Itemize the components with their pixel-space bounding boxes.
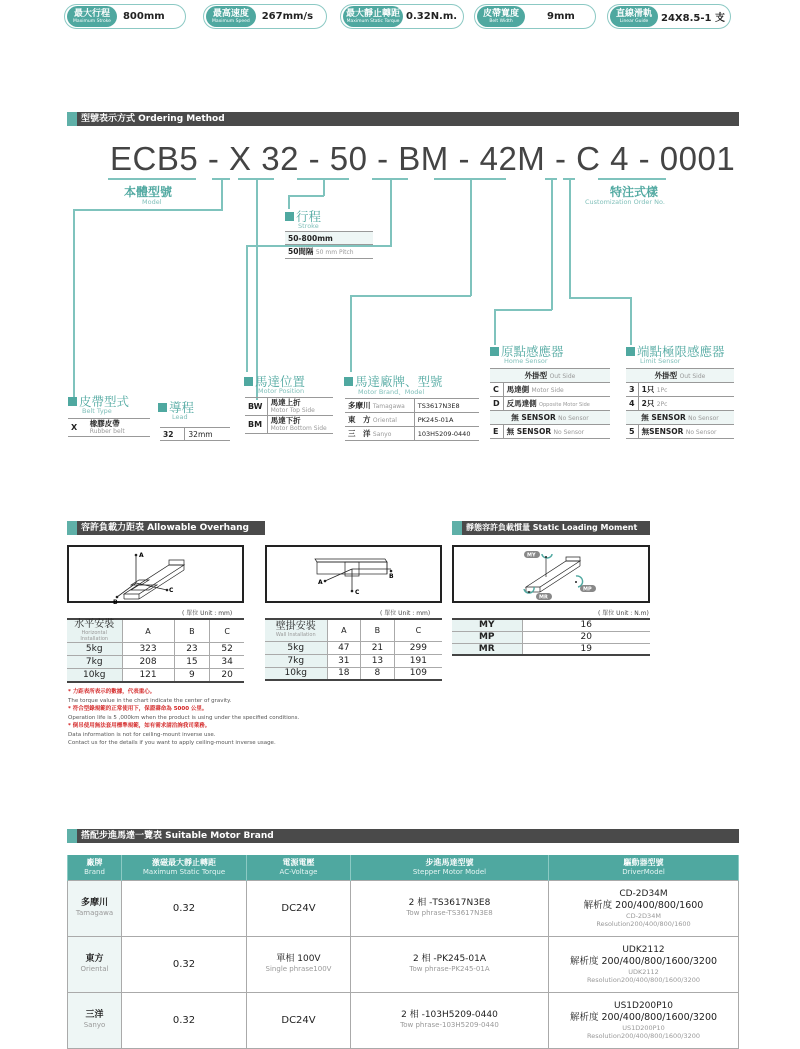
- spec-linear-guide: 直線滑軌 Linear Guide 24X8.5-1 支: [607, 4, 731, 29]
- spec-value: 267mm/s: [261, 11, 314, 22]
- svg-text:B: B: [389, 573, 394, 580]
- horizontal-overhang-diagram: [67, 545, 244, 606]
- svg-text:MP: MP: [583, 586, 592, 593]
- svg-text:B: B: [113, 599, 118, 606]
- home-sensor-title: 原點感應器: [490, 342, 564, 360]
- home-sensor-sublabel: Home Sensor: [504, 357, 548, 365]
- motor-position-title: 馬達位置: [244, 372, 305, 390]
- spec-value: 0.32N.m.: [406, 11, 458, 22]
- stroke-title: 行程: [285, 207, 321, 225]
- table-row: 10kg 18 8 109: [265, 667, 442, 680]
- model-code: ECB5 - X 32 - 50 - BM - 42M - C 4 - 0001: [110, 140, 736, 177]
- suitable-motor-brand-header: 搭配步進馬達一覽表 Suitable Motor Brand: [67, 829, 739, 843]
- lead-sublabel: Lead: [172, 413, 188, 421]
- svg-text:A: A: [318, 579, 323, 586]
- rail-moment-icon: [454, 547, 648, 601]
- spec-value: 800mm: [122, 11, 165, 22]
- limit-sensor-sublabel: Limit Sensor: [640, 357, 681, 365]
- spec-max-stroke: 最大行程 Maximum Stroke 800mm: [64, 4, 186, 29]
- unit-label: ( 單位 Unit : mm): [380, 610, 431, 617]
- home-sensor-table: 外掛型 Out Side C 馬達側 Motor Side D 反馬達側 Opposite Motor Side 無 SENSOR No Sensor E 無 SENSOR No Sensor: [490, 368, 610, 439]
- table-row: 5kg 323 23 52: [67, 643, 244, 656]
- model-label: 本體型號: [124, 185, 173, 199]
- table-row: 7kg 31 13 191: [265, 654, 442, 667]
- svg-text:A: A: [139, 552, 144, 559]
- rail-wall-icon: [267, 547, 440, 601]
- svg-text:C: C: [169, 587, 174, 594]
- lead-table: 32 32mm: [160, 427, 230, 441]
- belt-type-table: X 橡膠皮帶 Rubber belt: [68, 418, 150, 437]
- table-row: 多摩川 Tamagawa 0.32 DC24V 2 相 -TS3617N3E8 Tow phrase-TS3617N3E8 CD-2D34M 解析度 200/400/800/1600 CD-2D34M Resolution200/400/800/1600: [68, 880, 739, 936]
- spec-max-speed: 最高速度 Maximum Speed 267mm/s: [203, 4, 327, 29]
- static-moment-diagram: [452, 545, 650, 603]
- belt-type-title: 皮帶型式: [68, 392, 129, 410]
- wall-overhang-diagram: [265, 545, 442, 603]
- static-moment-table: [452, 618, 650, 656]
- motor-brand-table-full: 廠牌 Brand 激磁最大靜止轉距 Maximum Static Torque 電源電壓 AC-Voltage 步進馬達型號 Stepper Motor Model 驅動器型號 DriverModel 多摩川 Tamagawa 0.32 DC24V 2 相 -TS3617N3E8 Tow phrase-TS3617N3E8 CD-2D34M 解析度 200/400/800/1600 CD-2D34M Resolution200/400/800/1600 東方 Oriental 0.32 單相 100V Single phrase100V 2 相 -PK245-01A Tow phrase-PK245-01A UDK2112 解析度 200/400/800/1600/3200 UDK2112 Resolution200/400/800/1600/3200 三洋 Sanyo 0.32 DC24V 2 相 -103H5209-0440 Tow phrase-103H5209-0440 US1D200P10 解析度 200/400/800/1600/3200 US1D200P10 Resolution200/400/800/1600/3200: [67, 855, 739, 1049]
- stroke-table: 50-800mm 50間隔 50 mm Pitch: [285, 231, 373, 259]
- table-row: MY 16: [452, 619, 650, 631]
- svg-text:MR: MR: [539, 594, 548, 601]
- limit-sensor-title: 端點極限感應器: [626, 342, 725, 360]
- motor-brand-sublabel: Motor Brand、Model: [358, 388, 425, 396]
- motor-brand-table: [345, 398, 479, 441]
- table-row: 10kg 121 9 20: [67, 669, 244, 682]
- table-row: MP 20: [452, 631, 650, 643]
- stroke-sublabel: Stroke: [298, 222, 319, 230]
- lead-title: 導程: [158, 398, 194, 416]
- ordering-method-header: 型號表示方式 Ordering Method: [67, 112, 739, 126]
- table-row: 三洋 Sanyo 0.32 DC24V 2 相 -103H5209-0440 Tow phrase-103H5209-0440 US1D200P10 解析度 200/400/800/1600/3200 US1D200P10 Resolution200/400/800/1600/3200: [68, 992, 739, 1048]
- overhang-notes: * 力距表所表示的數據，代表重心。 The torque value in the chart indicate the center of gravity. * 符合型錄規範的正常使用下，保證壽命為 5000 公里。 Operation life is 5 ,000km when the product is using under the specified conditions. * 倒吊使用無法套用標準規範，如有需求請洽詢我司業務。 Data information is not for ceiling-mount inverse use. Contact us for the details if you want to apply ceiling-mount inverse usage.: [68, 689, 300, 746]
- spec-value: 24X8.5-1 支: [661, 13, 725, 24]
- table-row: 東方 Oriental 0.32 單相 100V Single phrase100V 2 相 -PK245-01A Tow phrase-PK245-01A UDK2112 解析度 200/400/800/1600/3200 UDK2112 Resolution200/400/800/1600/3200: [68, 936, 739, 992]
- table-row: MR 19: [452, 643, 650, 655]
- horizontal-overhang-table: 水平安裝 Horizontal Installation A B C 5kg 323 23 52 7kg 208 15 34 10kg 121 9 20: [67, 618, 244, 683]
- underline: [598, 178, 666, 180]
- table-row: 三 洋 Sanyo 103H5209-0440: [345, 427, 479, 441]
- spec-belt-width: 皮帶寬度 Belt Width 9mm: [474, 4, 596, 29]
- static-loading-moment-header: 靜態容許負載慣量 Static Loading Moment: [452, 521, 650, 535]
- custom-label: 特注式樣: [610, 185, 659, 199]
- spec-max-static-torque: 最大靜止轉距 Maximum Static Torque 0.32N.m.: [340, 4, 464, 29]
- model-sublabel: Model: [142, 198, 162, 206]
- svg-text:C: C: [355, 589, 360, 596]
- custom-sublabel: Customization Order No.: [585, 198, 665, 206]
- motor-position-sublabel: Motor Position: [258, 387, 305, 395]
- spec-value: 9mm: [547, 11, 575, 22]
- allowable-overhang-header: 容許負載力距表 Allowable Overhang: [67, 521, 265, 535]
- belt-type-sublabel: Belt Type: [82, 407, 112, 415]
- motor-position-table: BW 馬達上折 Motor Top Side BM 馬達下折 Motor Bottom Side: [245, 397, 333, 434]
- unit-label: ( 單位 Unit : N.m): [598, 610, 649, 617]
- rail-horizontal-icon: [69, 547, 242, 606]
- unit-label: ( 單位 Unit : mm): [182, 610, 233, 617]
- wall-overhang-table: 壁掛安裝 Wall Installation A B C 5kg 47 21 299 7kg 31 13 191 10kg 18 8 109: [265, 618, 442, 681]
- table-row: 7kg 208 15 34: [67, 656, 244, 669]
- table-row: 5kg 47 21 299: [265, 641, 442, 654]
- motor-brand-title: 馬達廠牌、型號: [344, 372, 443, 390]
- table-row: 多摩川 Tamagawa TS3617N3E8: [345, 399, 479, 413]
- table-row: 東 方 Oriental PK245-01A: [345, 413, 479, 427]
- limit-sensor-table: 外掛型 Out Side 3 1只 1Pc 4 2只 2Pc 無 SENSOR No Sensor 5 無SENSOR No Sensor: [626, 368, 734, 439]
- svg-text:MY: MY: [527, 552, 536, 559]
- underline: [108, 178, 196, 180]
